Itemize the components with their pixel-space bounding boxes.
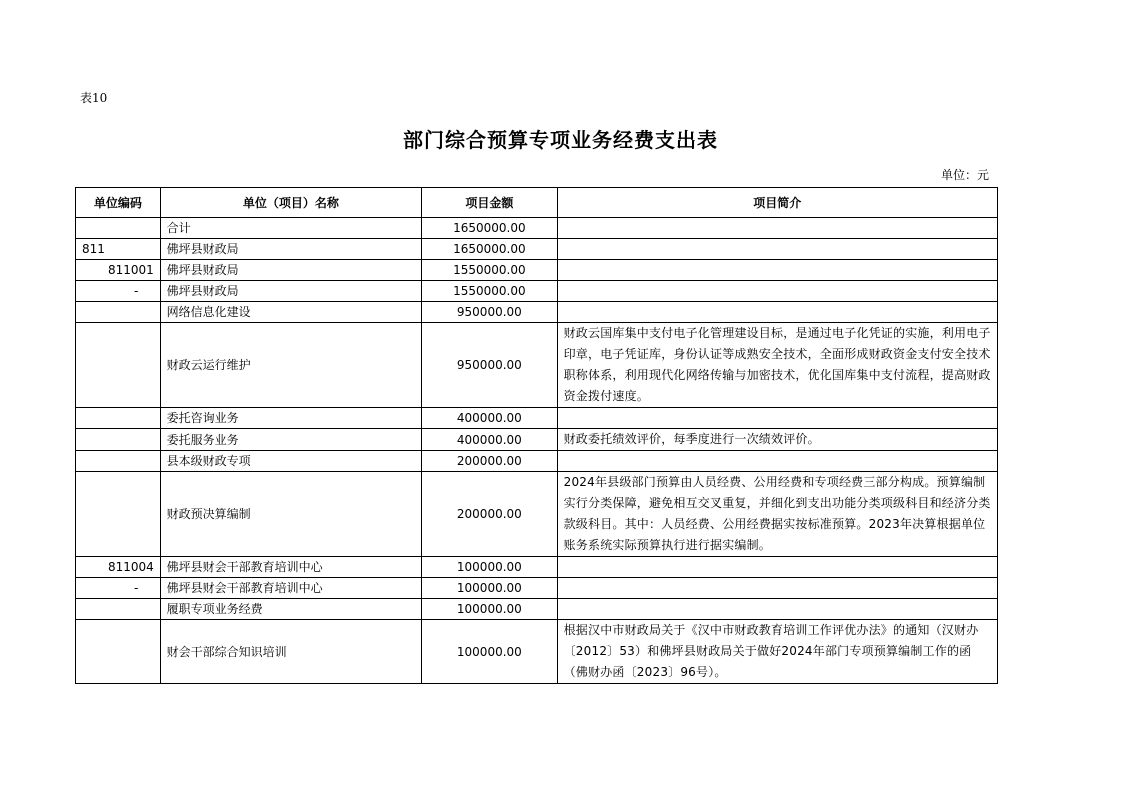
cell-code [76, 302, 161, 323]
cell-description [557, 281, 997, 302]
cell-code [76, 429, 161, 451]
cell-amount: 400000.00 [422, 429, 557, 451]
cell-amount: 1550000.00 [422, 281, 557, 302]
cell-amount: 200000.00 [422, 472, 557, 557]
cell-name: 财政预决算编制 [160, 472, 421, 557]
cell-code [76, 451, 161, 472]
cell-name: 佛坪县财会干部教育培训中心 [160, 557, 421, 578]
header-amount: 项目金额 [422, 188, 557, 218]
cell-code: 811004 [76, 557, 161, 578]
page-title: 部门综合预算专项业务经费支出表 [403, 128, 718, 152]
unit-label: 单位：元 [940, 168, 989, 182]
cell-amount: 1550000.00 [422, 260, 557, 281]
cell-description [557, 451, 997, 472]
cell-amount: 100000.00 [422, 578, 557, 599]
header-unit-name: 单位（项目）名称 [160, 188, 421, 218]
cell-code [76, 323, 161, 408]
cell-name: 佛坪县财政局 [160, 260, 421, 281]
table-row [76, 557, 998, 578]
cell-name: 财会干部综合知识培训 [160, 620, 421, 684]
cell-description [557, 302, 997, 323]
cell-name: 履职专项业务经费 [160, 599, 421, 620]
cell-amount: 100000.00 [422, 599, 557, 620]
table-row [76, 323, 998, 408]
table-row [76, 218, 998, 239]
cell-amount: 950000.00 [422, 323, 557, 408]
cell-description: 财政云国库集中支付电子化管理建设目标，是通过电子化凭证的实施，利用电子印章，电子凭证库，身份认证等成熟安全技术，全面形成财政资金支付安全技术职称体系，利用现代化网络传输与加密技术，优化国库集中支付流程，提高财政资金拨付速度。 [557, 323, 997, 408]
table-row [76, 302, 998, 323]
cell-name: 佛坪县财会干部教育培训中心 [160, 578, 421, 599]
cell-name: 合计 [160, 218, 421, 239]
table-row [76, 260, 998, 281]
cell-description: 根据汉中市财政局关于《汉中市财政教育培训工作评优办法》的通知（汉财办〔2012〕53）和佛坪县财政局关于做好2024年部门专项预算编制工作的函（佛财办函〔2023〕96号）。 [557, 620, 997, 684]
header-unit-code: 单位编码 [76, 188, 161, 218]
header-description: 项目简介 [557, 188, 997, 218]
cell-amount: 100000.00 [422, 620, 557, 684]
cell-description [557, 218, 997, 239]
table-row [76, 451, 998, 472]
table-row [76, 472, 998, 557]
table-row [76, 239, 998, 260]
cell-code: - [76, 578, 161, 599]
budget-table [75, 187, 998, 684]
table-row [76, 578, 998, 599]
table-row [76, 281, 998, 302]
cell-description [557, 260, 997, 281]
cell-name: 财政云运行维护 [160, 323, 421, 408]
table-row [76, 599, 998, 620]
cell-code [76, 599, 161, 620]
cell-amount: 100000.00 [422, 557, 557, 578]
table-row [76, 408, 998, 429]
header-row [76, 188, 998, 218]
cell-amount: 1650000.00 [422, 218, 557, 239]
cell-name: 县本级财政专项 [160, 451, 421, 472]
cell-name: 佛坪县财政局 [160, 239, 421, 260]
table-number: 表10 [80, 91, 108, 105]
cell-description: 2024年县级部门预算由人员经费、公用经费和专项经费三部分构成。预算编制实行分类保障，避免相互交叉重复，并细化到支出功能分类项级科目和经济分类款级科目。其中：人员经费、公用经费据实按标准预算。2023年决算根据单位账务系统实际预算执行进行据实编制。 [557, 472, 997, 557]
cell-description [557, 599, 997, 620]
cell-code: 811001 [76, 260, 161, 281]
table-row [76, 620, 998, 684]
cell-description: 财政委托绩效评价，每季度进行一次绩效评价。 [557, 429, 997, 451]
cell-code: - [76, 281, 161, 302]
cell-code [76, 620, 161, 684]
cell-amount: 1650000.00 [422, 239, 557, 260]
cell-description [557, 578, 997, 599]
cell-code [76, 472, 161, 557]
cell-name: 佛坪县财政局 [160, 281, 421, 302]
cell-description [557, 239, 997, 260]
cell-description [557, 408, 997, 429]
cell-amount: 400000.00 [422, 408, 557, 429]
cell-code [76, 218, 161, 239]
cell-name: 网络信息化建设 [160, 302, 421, 323]
cell-name: 委托咨询业务 [160, 408, 421, 429]
cell-code: 811 [76, 239, 161, 260]
cell-amount: 950000.00 [422, 302, 557, 323]
cell-code [76, 408, 161, 429]
cell-amount: 200000.00 [422, 451, 557, 472]
cell-name: 委托服务业务 [160, 429, 421, 451]
table-row [76, 429, 998, 451]
cell-description [557, 557, 997, 578]
